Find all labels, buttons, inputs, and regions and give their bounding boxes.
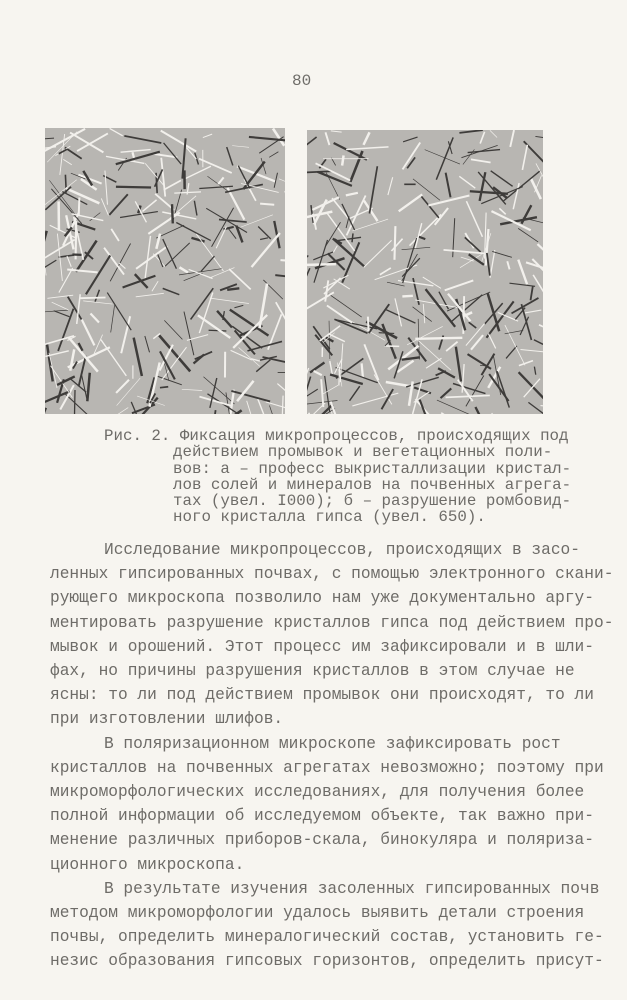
text-line: полной информации об исследуемом объекте, так важно при-	[50, 807, 594, 826]
text-line: В поляризационном микроскопе зафиксировать рост	[104, 734, 561, 753]
crystal-stroke	[307, 255, 308, 280]
crystal-stroke	[260, 238, 268, 240]
micrograph-b-texture	[307, 130, 543, 414]
crystal-stroke	[45, 138, 54, 140]
caption-line: Рис. 2. Фиксация микропроцессов, происходящих под	[104, 427, 569, 445]
crystal-stroke	[451, 295, 483, 323]
crystal-stroke	[260, 204, 274, 205]
crystal-stroke	[80, 298, 105, 299]
crystal-stroke	[164, 320, 182, 339]
crystal-stroke	[407, 326, 443, 344]
caption-line: ного кристалла гипса (увел. 650).	[173, 508, 486, 527]
crystal-stroke	[87, 373, 89, 401]
crystal-stroke	[136, 293, 164, 297]
crystal-stroke	[161, 131, 196, 152]
crystal-stroke	[446, 173, 451, 198]
crystal-stroke	[156, 234, 160, 249]
crystal-stroke	[165, 243, 190, 266]
crystal-stroke	[241, 215, 273, 227]
crystal-stroke	[488, 293, 500, 331]
crystal-stroke	[191, 238, 204, 242]
caption-line: лов солей и минералов на почвенных агрега-	[173, 475, 572, 494]
crystal-stroke	[279, 179, 285, 182]
crystal-stroke	[124, 136, 161, 143]
crystal-stroke	[445, 280, 474, 290]
crystal-stroke	[164, 143, 182, 164]
crystal-stroke	[436, 137, 453, 179]
crystal-stroke	[423, 304, 424, 323]
crystal-stroke	[399, 194, 423, 211]
crystal-stroke	[160, 345, 173, 371]
crystal-stroke	[219, 220, 247, 223]
crystal-stroke	[395, 298, 402, 326]
crystal-stroke	[541, 406, 543, 408]
crystal-stroke	[382, 389, 394, 409]
crystal-stroke	[307, 137, 317, 166]
crystal-stroke	[90, 314, 99, 323]
crystal-stroke	[499, 208, 505, 214]
crystal-stroke	[519, 372, 543, 399]
crystal-stroke	[172, 204, 173, 223]
crystal-stroke	[409, 214, 441, 245]
crystal-stroke	[225, 184, 263, 192]
crystal-stroke	[526, 262, 543, 268]
crystal-stroke	[228, 228, 236, 238]
crystal-stroke	[507, 261, 509, 269]
crystal-stroke	[369, 166, 377, 213]
crystal-stroke	[364, 240, 392, 267]
crystal-stroke	[459, 176, 475, 188]
crystal-stroke	[119, 263, 125, 268]
crystal-stroke	[158, 254, 163, 267]
text-line: Исследование микропроцессов, происходящих в засо-	[104, 541, 580, 559]
crystal-stroke	[111, 229, 119, 241]
text-line: менение различных приборов-скала, бинокуляра и поляриза-	[50, 831, 594, 850]
micrograph-a-texture	[45, 128, 285, 414]
crystal-stroke	[45, 267, 46, 275]
crystal-stroke	[232, 146, 249, 148]
micrograph-b	[307, 130, 543, 414]
crystal-stroke	[403, 137, 417, 142]
crystal-stroke	[338, 237, 361, 240]
crystal-stroke	[310, 363, 324, 373]
crystal-stroke	[391, 239, 402, 251]
crystal-stroke	[535, 136, 543, 142]
crystal-stroke	[182, 389, 202, 390]
text-line: фах, но причины разрушения кристаллов в этом случае не	[50, 662, 575, 681]
crystal-stroke	[331, 131, 342, 132]
crystal-stroke	[533, 275, 543, 310]
crystal-stroke	[59, 255, 74, 257]
crystal-stroke	[45, 231, 47, 256]
crystal-stroke	[368, 317, 369, 332]
crystal-stroke	[160, 387, 168, 388]
crystal-stroke	[342, 155, 343, 165]
crystal-stroke	[334, 279, 350, 289]
crystal-stroke	[218, 177, 223, 184]
crystal-stroke	[456, 347, 461, 382]
crystal-stroke	[142, 200, 156, 212]
crystal-stroke	[214, 410, 215, 414]
text-line: почвы, определить минералогический состав, установить ге-	[50, 928, 604, 947]
crystal-stroke	[325, 132, 329, 145]
crystal-stroke	[86, 255, 110, 294]
crystal-stroke	[101, 408, 128, 414]
crystal-stroke	[488, 334, 495, 349]
crystal-stroke	[145, 336, 150, 352]
crystal-stroke	[510, 130, 514, 147]
crystal-stroke	[387, 282, 405, 286]
crystal-stroke	[148, 212, 179, 233]
crystal-stroke	[74, 390, 75, 414]
crystal-stroke	[82, 319, 95, 345]
crystal-stroke	[364, 344, 378, 380]
crystal-stroke	[107, 293, 131, 331]
text-line: незис образования гипсовых горизонтов, определить присут-	[50, 952, 604, 971]
micrograph-a	[45, 128, 285, 414]
crystal-stroke	[403, 142, 421, 169]
crystal-stroke	[63, 159, 71, 164]
figure-caption	[104, 428, 571, 526]
crystal-stroke	[203, 134, 212, 137]
crystal-stroke	[83, 301, 112, 304]
crystal-stroke	[513, 183, 519, 209]
crystal-stroke	[105, 171, 108, 205]
crystal-stroke	[329, 294, 362, 317]
crystal-stroke	[77, 133, 108, 151]
crystal-stroke	[247, 341, 282, 350]
crystal-stroke	[309, 413, 312, 414]
text-line: ционного микроскопа.	[50, 855, 245, 874]
crystal-stroke	[497, 371, 509, 407]
crystal-stroke	[534, 367, 535, 375]
crystal-stroke	[282, 396, 283, 414]
crystal-stroke	[492, 251, 512, 257]
crystal-stroke	[336, 368, 378, 383]
crystal-stroke	[528, 402, 543, 414]
crystal-stroke	[402, 258, 420, 277]
crystal-stroke	[421, 196, 439, 218]
crystal-stroke	[339, 367, 340, 386]
crystal-stroke	[47, 344, 53, 381]
crystal-stroke	[54, 311, 70, 317]
text-line: ментировать разрушение кристаллов гипса под действием про-	[50, 613, 614, 632]
crystal-stroke	[135, 201, 146, 222]
crystal-stroke	[469, 254, 484, 265]
crystal-stroke	[487, 253, 490, 276]
text-line: рующего микроскопа позволило нам уже документально аргу-	[50, 589, 594, 608]
crystal-stroke	[446, 395, 490, 397]
crystal-stroke	[394, 226, 395, 260]
crystal-stroke	[506, 346, 517, 358]
crystal-stroke	[186, 166, 211, 178]
crystal-stroke	[531, 286, 533, 300]
page-number: 80	[292, 72, 312, 90]
crystal-stroke	[441, 413, 466, 414]
crystal-stroke	[172, 190, 181, 223]
crystal-stroke	[471, 159, 491, 162]
crystal-stroke	[380, 268, 391, 275]
crystal-stroke	[402, 296, 413, 297]
crystal-stroke	[121, 150, 151, 153]
crystal-stroke	[491, 171, 513, 187]
crystal-stroke	[363, 132, 369, 145]
crystal-stroke	[539, 325, 543, 337]
crystal-stroke	[482, 413, 493, 414]
crystal-stroke	[237, 381, 253, 401]
crystal-stroke	[475, 407, 487, 414]
crystal-stroke	[256, 360, 270, 372]
crystal-stroke	[79, 198, 80, 216]
crystal-stroke	[362, 363, 363, 377]
crystal-stroke	[269, 405, 274, 414]
crystal-stroke	[413, 307, 432, 322]
text-line: кристаллов на почвенных агрегатах невозможно; поэтому при	[50, 758, 604, 777]
crystal-stroke	[227, 147, 233, 165]
crystal-stroke	[194, 201, 197, 216]
crystal-stroke	[480, 132, 484, 144]
crystal-stroke	[52, 302, 69, 310]
crystal-stroke	[436, 371, 446, 375]
crystal-stroke	[331, 401, 342, 414]
crystal-stroke	[164, 180, 181, 190]
crystal-stroke	[461, 145, 497, 157]
crystal-stroke	[535, 175, 542, 192]
crystal-stroke	[346, 193, 358, 196]
crystal-stroke	[67, 256, 71, 267]
text-line: ясны: то ли под действием промывок они происходят, то ли	[50, 686, 594, 705]
crystal-stroke	[163, 288, 180, 294]
crystal-stroke	[207, 176, 231, 193]
crystal-stroke	[201, 256, 214, 271]
crystal-stroke	[374, 375, 392, 405]
crystal-stroke	[152, 281, 158, 291]
crystal-stroke	[307, 389, 318, 405]
text-line: при изготовлении шлифов.	[50, 710, 284, 729]
crystal-stroke	[275, 275, 285, 278]
crystal-stroke	[352, 219, 388, 231]
crystal-stroke	[340, 343, 343, 382]
crystal-stroke	[234, 305, 243, 307]
crystal-stroke	[77, 294, 80, 324]
crystal-stroke	[191, 288, 214, 319]
body-text	[50, 538, 613, 974]
crystal-stroke	[321, 379, 323, 407]
crystal-stroke	[210, 298, 249, 303]
crystal-stroke	[109, 194, 127, 215]
crystal-stroke	[159, 335, 190, 371]
crystal-stroke	[328, 253, 345, 270]
crystal-stroke	[263, 357, 285, 363]
crystal-stroke	[415, 223, 421, 248]
crystal-stroke	[522, 145, 527, 170]
crystal-stroke	[425, 150, 460, 164]
crystal-stroke	[518, 228, 538, 242]
crystal-stroke	[163, 239, 177, 269]
crystal-stroke	[231, 350, 252, 360]
crystal-stroke	[459, 130, 482, 133]
crystal-stroke	[111, 305, 115, 332]
caption-line: вов: а – професс выкристаллизации кристал-	[173, 459, 572, 478]
crystal-stroke	[179, 267, 188, 272]
crystal-stroke	[116, 187, 151, 188]
crystal-stroke	[352, 233, 353, 242]
crystal-stroke	[210, 378, 217, 408]
crystal-stroke	[423, 277, 441, 288]
crystal-stroke	[520, 349, 543, 353]
text-line: методом микроморфологии удалось выявить детали строения	[50, 904, 585, 923]
crystal-stroke	[350, 386, 360, 401]
crystal-stroke	[332, 198, 348, 218]
crystal-stroke	[469, 322, 476, 328]
crystal-stroke	[134, 338, 142, 376]
crystal-stroke	[258, 227, 271, 239]
crystal-stroke	[415, 338, 462, 339]
crystal-stroke	[307, 292, 334, 312]
crystal-stroke	[346, 147, 388, 150]
crystal-stroke	[227, 288, 239, 289]
crystal-stroke	[519, 361, 533, 366]
crystal-stroke	[314, 371, 322, 375]
crystal-stroke	[59, 268, 73, 293]
caption-line: действием промывок и вегетационных поли-	[173, 443, 553, 462]
crystal-stroke	[307, 268, 310, 303]
crystal-stroke	[82, 376, 87, 399]
crystal-stroke	[199, 159, 232, 173]
crystal-stroke	[428, 196, 469, 206]
crystal-stroke	[415, 399, 440, 414]
crystal-stroke	[110, 128, 123, 135]
crystal-stroke	[509, 283, 535, 286]
crystal-stroke	[402, 254, 418, 281]
crystal-stroke	[379, 333, 394, 334]
crystal-stroke	[458, 380, 473, 402]
crystal-stroke	[70, 133, 103, 153]
crystal-stroke	[437, 400, 471, 414]
crystal-stroke	[45, 180, 77, 208]
crystal-stroke	[465, 237, 481, 252]
crystal-stroke	[333, 246, 337, 253]
crystal-stroke	[388, 177, 393, 195]
crystal-stroke	[453, 383, 485, 393]
crystal-stroke	[247, 401, 255, 414]
crystal-stroke	[45, 260, 56, 281]
crystal-stroke	[95, 290, 99, 302]
crystal-stroke	[524, 310, 541, 313]
text-line: микроморфологических исследованиях, для получения более	[50, 783, 585, 802]
text-line: В результате изучения засоленных гипсированных почв	[104, 879, 600, 898]
text-line: ленных гипсированных почвах, с помощью электронного скани-	[50, 565, 614, 584]
crystal-stroke	[76, 241, 97, 272]
crystal-stroke	[110, 243, 130, 281]
crystal-stroke	[277, 384, 285, 394]
crystal-stroke	[323, 385, 339, 394]
crystal-stroke	[117, 378, 141, 406]
crystal-stroke	[307, 264, 336, 265]
crystal-stroke	[65, 175, 66, 193]
crystal-stroke	[45, 408, 46, 414]
crystal-stroke	[161, 158, 165, 197]
crystal-stroke	[490, 250, 495, 278]
text-line: мывок и орошений. Этот процесс им зафиксировали и в шли-	[50, 637, 594, 656]
caption-line: тах (увел. I000); б – разрушение ромбовид-	[173, 492, 572, 511]
crystal-stroke	[280, 260, 285, 263]
crystal-stroke	[490, 130, 497, 137]
crystal-stroke	[534, 340, 543, 345]
crystal-stroke	[116, 380, 129, 393]
crystal-stroke	[49, 180, 78, 218]
crystal-stroke	[269, 152, 278, 158]
crystal-stroke	[466, 201, 482, 237]
